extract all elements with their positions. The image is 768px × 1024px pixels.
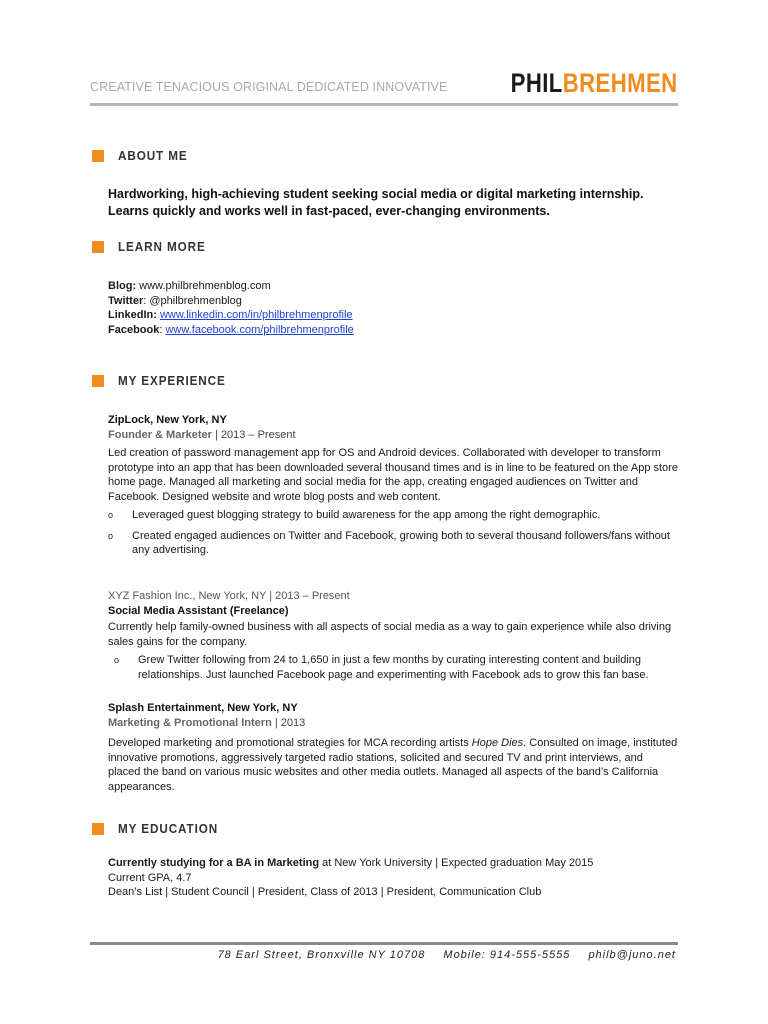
- section-title-experience: MY EXPERIENCE: [118, 373, 226, 388]
- job-bullets: [108, 508, 678, 558]
- list-item: [108, 529, 678, 558]
- bullet-text: Grew Twitter following from 24 to 1,650 in just a few months by curating interesting content and building relationships. Just launched Facebook page and experimenting with Facebook ads to grow this fan base.: [138, 654, 649, 681]
- facebook-label: Facebook: [108, 323, 160, 336]
- description-text: . Consulted on image, instituted innovative promotions, aggressively targeted radio stations, solicited and secured TV and print interviews, and placed the band on various music websites and other media outlets. Managed all aspects of the band’s California appearances.: [108, 737, 678, 793]
- job-company: ZipLock, New York, NY: [108, 414, 227, 426]
- bullet-icon: o: [108, 510, 114, 520]
- job-role: Founder & Marketer: [108, 428, 212, 441]
- orange-square-icon: [92, 241, 104, 253]
- gpa: Current GPA, 4.7: [108, 871, 192, 884]
- about-text: Hardworking, high-achieving student seeking social media or digital marketing internship. Learns quickly and works well in fast-paced, ever-changing environments.: [108, 187, 644, 218]
- list-item: [108, 653, 678, 682]
- linkedin-link[interactable]: www.linkedin.com/in/philbrehmenprofile: [159, 309, 353, 321]
- mobile: Mobile: 914-555-5555: [443, 949, 571, 961]
- job-description: Currently help family-owned business with all aspects of social media as a way to gain experience while also driving sales gains for the company.: [108, 621, 672, 648]
- degree: Currently studying for a BA in Marketing: [108, 857, 320, 869]
- first-name: PHIL: [511, 68, 564, 98]
- job-ziplock: [108, 413, 678, 564]
- header-divider: [90, 103, 678, 106]
- bullet-text: Leveraged guest blogging strategy to build awareness for the app among the right demographic.: [132, 509, 601, 521]
- blog-line: [108, 279, 678, 294]
- blog-label: Blog:: [108, 280, 137, 292]
- list-item: [108, 508, 678, 523]
- job-description: Led creation of password management app for OS and Android devices. Collaborated with developer to transform prototype into an app that has been downloaded several thousand times and is in line to be featured on the App store home page. Managed all marketing and social media for the app, creating engaged audiences on Twitter and Facebook. Designed website and wrote blog posts and web content.: [108, 447, 678, 503]
- degree-line: [108, 856, 678, 871]
- description-text: Developed marketing and promotional strategies for MCA recording artists: [108, 737, 472, 749]
- job-description: [108, 736, 678, 794]
- school: at New York University | Expected graduation May 2015: [319, 857, 594, 869]
- address: 78 Earl Street, Bronxville NY 10708: [217, 949, 426, 961]
- facebook-link[interactable]: www.facebook.com/philbrehmenprofile: [165, 323, 354, 336]
- job-company: Splash Entertainment, New York, NY: [108, 702, 298, 714]
- footer-divider: [90, 942, 678, 945]
- job-dates: | 2013 – Present: [211, 428, 296, 441]
- job-dates: | 2013: [271, 716, 306, 729]
- email[interactable]: philb@juno.net: [588, 949, 676, 961]
- job-role-line: [108, 428, 678, 443]
- resume-header: [90, 64, 678, 104]
- facebook-line: [108, 323, 678, 338]
- linkedin-label: LinkedIn:: [108, 309, 157, 321]
- job-xyz-fashion: [108, 589, 678, 688]
- section-title-about: ABOUT ME: [118, 148, 188, 163]
- blog-url: www.philbrehmenblog.com: [139, 280, 271, 292]
- contact-links: [108, 279, 678, 337]
- orange-square-icon: [92, 823, 104, 835]
- section-title-learn-more: LEARN MORE: [118, 239, 206, 254]
- bullet-icon: o: [108, 530, 114, 541]
- last-name: BREHMEN: [563, 68, 678, 98]
- job-splash: [108, 701, 678, 794]
- twitter-handle: : @philbrehmenblog: [143, 294, 242, 307]
- orange-square-icon: [92, 375, 104, 387]
- job-company-line: XYZ Fashion Inc., New York, NY | 2013 – Present: [108, 590, 350, 602]
- tagline: CREATIVE TENACIOUS ORIGINAL DEDICATED INNOVATIVE: [90, 80, 448, 94]
- linkedin-line: [108, 308, 678, 323]
- orange-square-icon: [92, 150, 104, 162]
- job-role: Marketing & Promotional Intern: [108, 716, 272, 729]
- bullet-icon: o: [114, 655, 120, 665]
- twitter-label: Twitter: [108, 294, 144, 307]
- bullet-text: Created engaged audiences on Twitter and Facebook, growing both to several thousand followers/fans without any advertising.: [132, 529, 670, 556]
- facebook-separator: :: [159, 323, 166, 336]
- job-bullets: [108, 653, 678, 682]
- twitter-line: [108, 294, 678, 309]
- section-title-education: MY EDUCATION: [118, 821, 219, 836]
- job-role: Social Media Assistant (Freelance): [108, 604, 289, 617]
- education-details: [108, 856, 678, 900]
- honors: Dean’s List | Student Council | President, Class of 2013 | President, Communication Club: [108, 886, 542, 898]
- applicant-name: [511, 68, 678, 99]
- footer-contact: [218, 949, 676, 961]
- job-role-line: [108, 716, 678, 731]
- artist-name: Hope Dies: [471, 737, 524, 749]
